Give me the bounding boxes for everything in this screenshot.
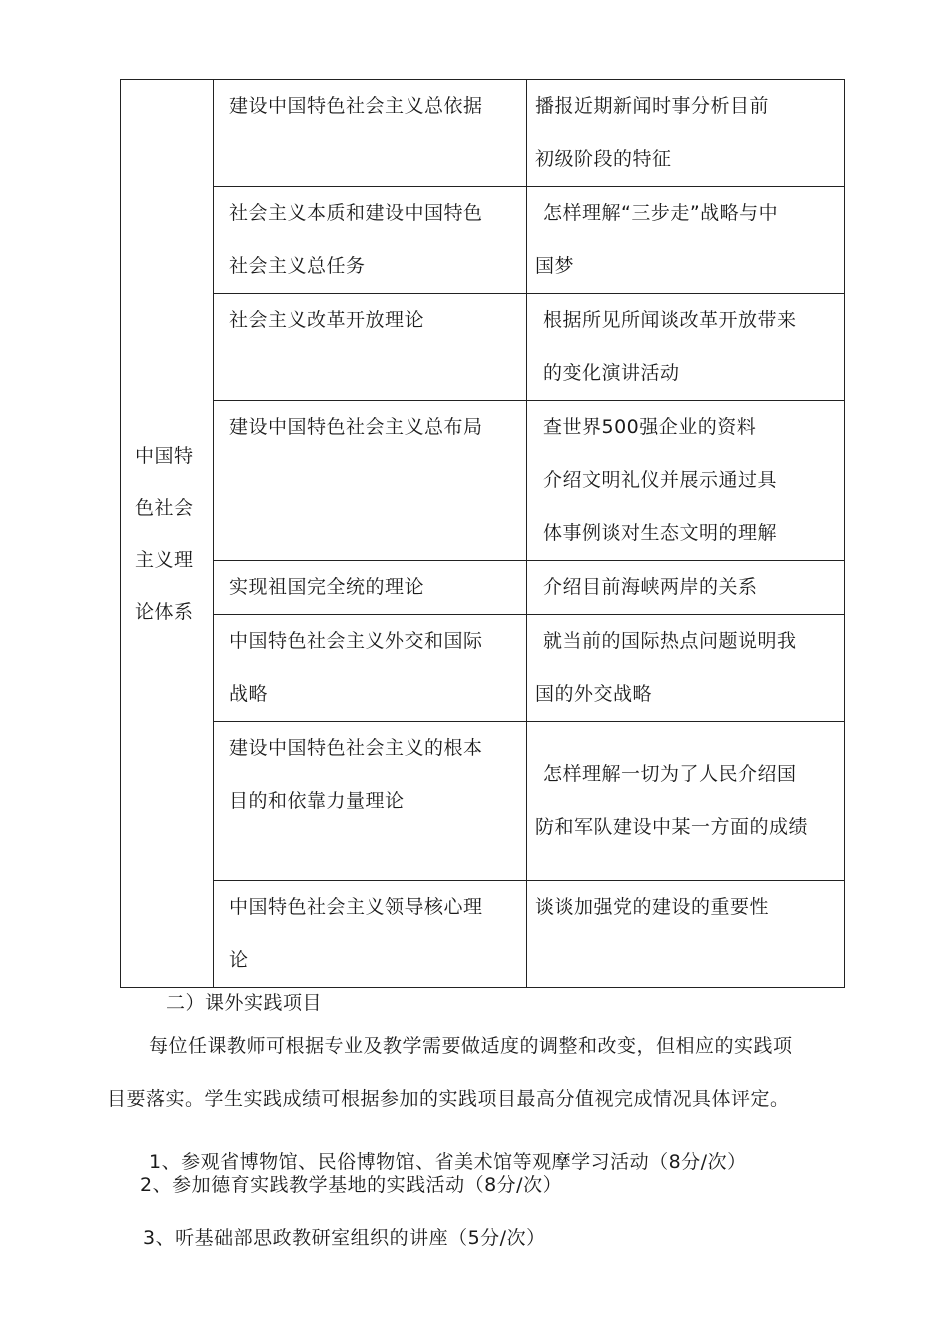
practice-cell [527, 401, 845, 561]
table-row [121, 881, 845, 988]
practice-line: 根据所见所闻谈改革开放带来 [543, 309, 797, 331]
practice-line: 谈谈加强党的建设的重要性 [535, 896, 770, 918]
practice-line: 国梦 [535, 255, 575, 277]
table-row [121, 294, 845, 401]
table-row [121, 615, 845, 722]
topic-cell [214, 187, 527, 294]
practice-line: 的变化演讲活动 [543, 362, 680, 384]
topic-cell [214, 722, 527, 881]
topic-line: 建设中国特色社会主义总依据 [229, 95, 483, 117]
topic-line: 实现祖国完全统的理论 [229, 576, 425, 598]
list-item: 1、参观省博物馆、民俗博物馆、省美术馆等观摩学习活动（8分/次） [149, 1151, 747, 1173]
practice-cell [527, 294, 845, 401]
topic-line: 社会主义改革开放理论 [229, 309, 425, 331]
practice-cell [527, 722, 845, 881]
table-row [121, 187, 845, 294]
topic-cell [214, 561, 527, 615]
practice-cell [527, 561, 845, 615]
topic-cell [214, 401, 527, 561]
topic-line: 战略 [229, 683, 269, 705]
practice-line: 播报近期新闻时事分析目前 [535, 95, 770, 117]
practice-cell [527, 615, 845, 722]
topic-line: 目的和依靠力量理论 [229, 790, 405, 812]
practice-line: 就当前的国际热点问题说明我 [543, 630, 797, 652]
topic-line: 建设中国特色社会主义总布局 [229, 416, 483, 438]
list-item: 2、参加德育实践教学基地的实践活动（8分/次） [140, 1174, 563, 1196]
topic-cell [214, 615, 527, 722]
practice-line: 介绍文明礼仪并展示通过具 [543, 469, 778, 491]
topic-line: 论 [229, 949, 249, 971]
practice-cell [527, 80, 845, 187]
table-row [121, 561, 845, 615]
practice-line: 怎样理解一切为了人民介绍国 [543, 763, 797, 785]
topic-cell [214, 881, 527, 988]
category-label: 中国特色社会主义理论体系 [135, 444, 194, 623]
practice-line: 体事例谈对生态文明的理解 [543, 522, 778, 544]
practice-line: 介绍目前海峡两岸的关系 [543, 576, 758, 598]
practice-line: 怎样理解“三步走”战略与中 [543, 202, 779, 224]
practice-cell [527, 187, 845, 294]
practice-line: 防和军队建设中某一方面的成绩 [535, 816, 809, 838]
table-row [121, 80, 845, 187]
practice-line: 查世界500强企业的资料 [543, 416, 757, 438]
section-heading: 二）课外实践项目 [166, 992, 323, 1014]
category-cell [121, 80, 214, 988]
topic-line: 中国特色社会主义外交和国际 [229, 630, 483, 652]
paragraph-line: 每位任课教师可根据专业及教学需要做适度的调整和改变，但相应的实践项 [149, 1035, 793, 1057]
topic-line: 中国特色社会主义领导核心理 [229, 896, 483, 918]
table-row [121, 722, 845, 881]
paragraph-line: 目要落实。学生实践成绩可根据参加的实践项目最高分值视完成情况具体评定。 [107, 1088, 790, 1110]
practice-line: 初级阶段的特征 [535, 148, 672, 170]
list-item: 3、听基础部思政教研室组织的讲座（5分/次） [143, 1227, 546, 1249]
topic-line: 社会主义总任务 [229, 255, 366, 277]
topic-cell [214, 294, 527, 401]
topic-line: 建设中国特色社会主义的根本 [229, 737, 483, 759]
topic-cell [214, 80, 527, 187]
curriculum-table [120, 79, 845, 988]
practice-cell [527, 881, 845, 988]
table-row [121, 401, 845, 561]
practice-line: 国的外交战略 [535, 683, 653, 705]
topic-line: 社会主义本质和建设中国特色 [229, 202, 483, 224]
